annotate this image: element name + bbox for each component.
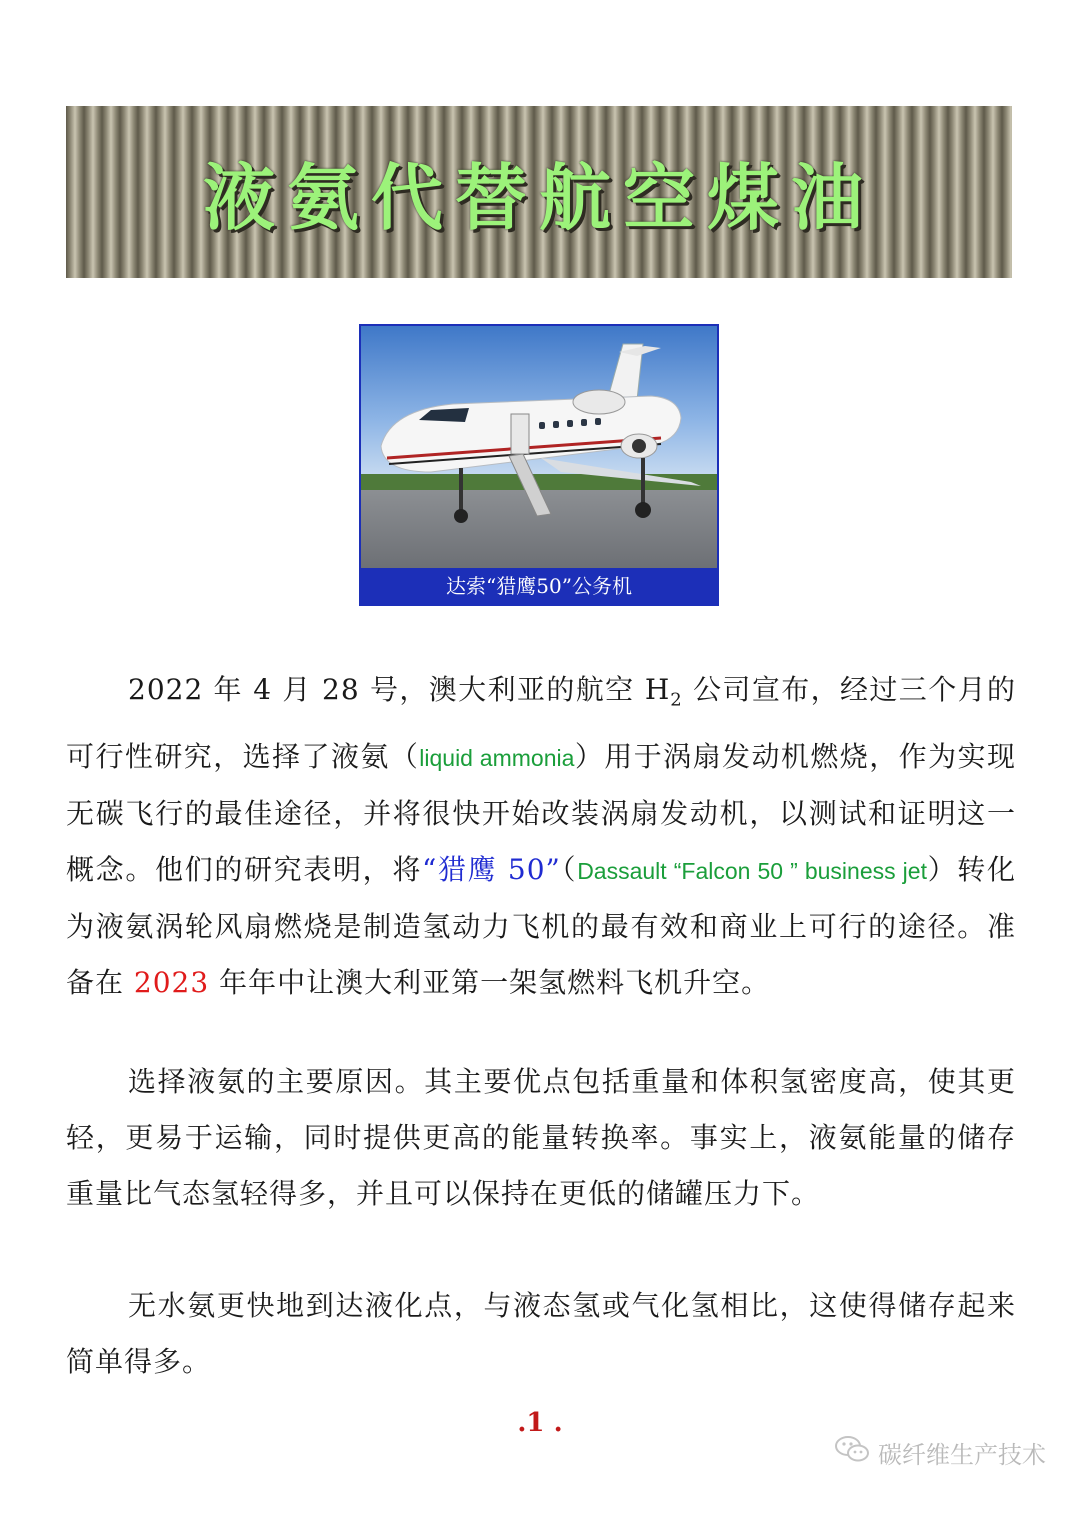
p1-text-b: 公司宣布，经过三个月的可行性研究，选择了液氨（ [66,673,1017,773]
falcon-jet-image [361,326,717,568]
page-number: .1 . [517,1408,563,1438]
page-title: 液氨代替航空煤油 [202,156,875,240]
paragraph-2: 选择液氨的主要原因。其主要优点包括重量和体积氢密度高，使其更轻，更易于运输，同时提供更高的能量转换率。事实上，液氨能量的储存重量比气态氢轻得多，并且可以保持在更低的储罐压力下。 [66,1065,1016,1210]
p1-text-a: 2022 年 4 月 28 号，澳大利亚的航空 H [128,673,671,706]
photo-caption: 达索“猎鹰50”公务机 [361,568,717,604]
paragraph-1 [66,662,1016,1011]
highlight-falcon50: “猎鹰 50” [422,852,561,886]
english-term-falcon-jet: Dassault “Falcon 50 ” business jet [577,857,927,884]
paragraph-3: 无水氨更快地到达液化点，与液态氢或气化氢相比，这使得储存起来简单得多。 [66,1289,1016,1378]
aircraft-photo [359,324,719,606]
p1-text-e: ）转化为液氨涡轮风扇燃烧是制造氢动力飞机的最有效和商业上可行的途径。准备在 [66,852,1016,999]
highlight-year-2023: 2023 [133,965,210,999]
p1-text-d: （ [560,852,578,886]
english-term-liquid-ammonia: liquid ammonia [419,744,575,771]
p1-subscript: 2 [670,689,683,711]
p1-text-c: ）用于涡扇发动机燃烧，作为实现无碳飞行的最佳途径，并将很快开始改装涡扇发动机，以测试和证明这一概念。他们的研究表明，将 [66,739,1016,886]
watermark [834,1432,1046,1472]
p1-text-f: 年年中让澳大利亚第一架氢燃料飞机升空。 [209,965,771,999]
wechat-icon [834,1434,870,1470]
watermark-text: 碳纤维生产技术 [878,1440,1046,1469]
title-banner [66,106,1012,278]
